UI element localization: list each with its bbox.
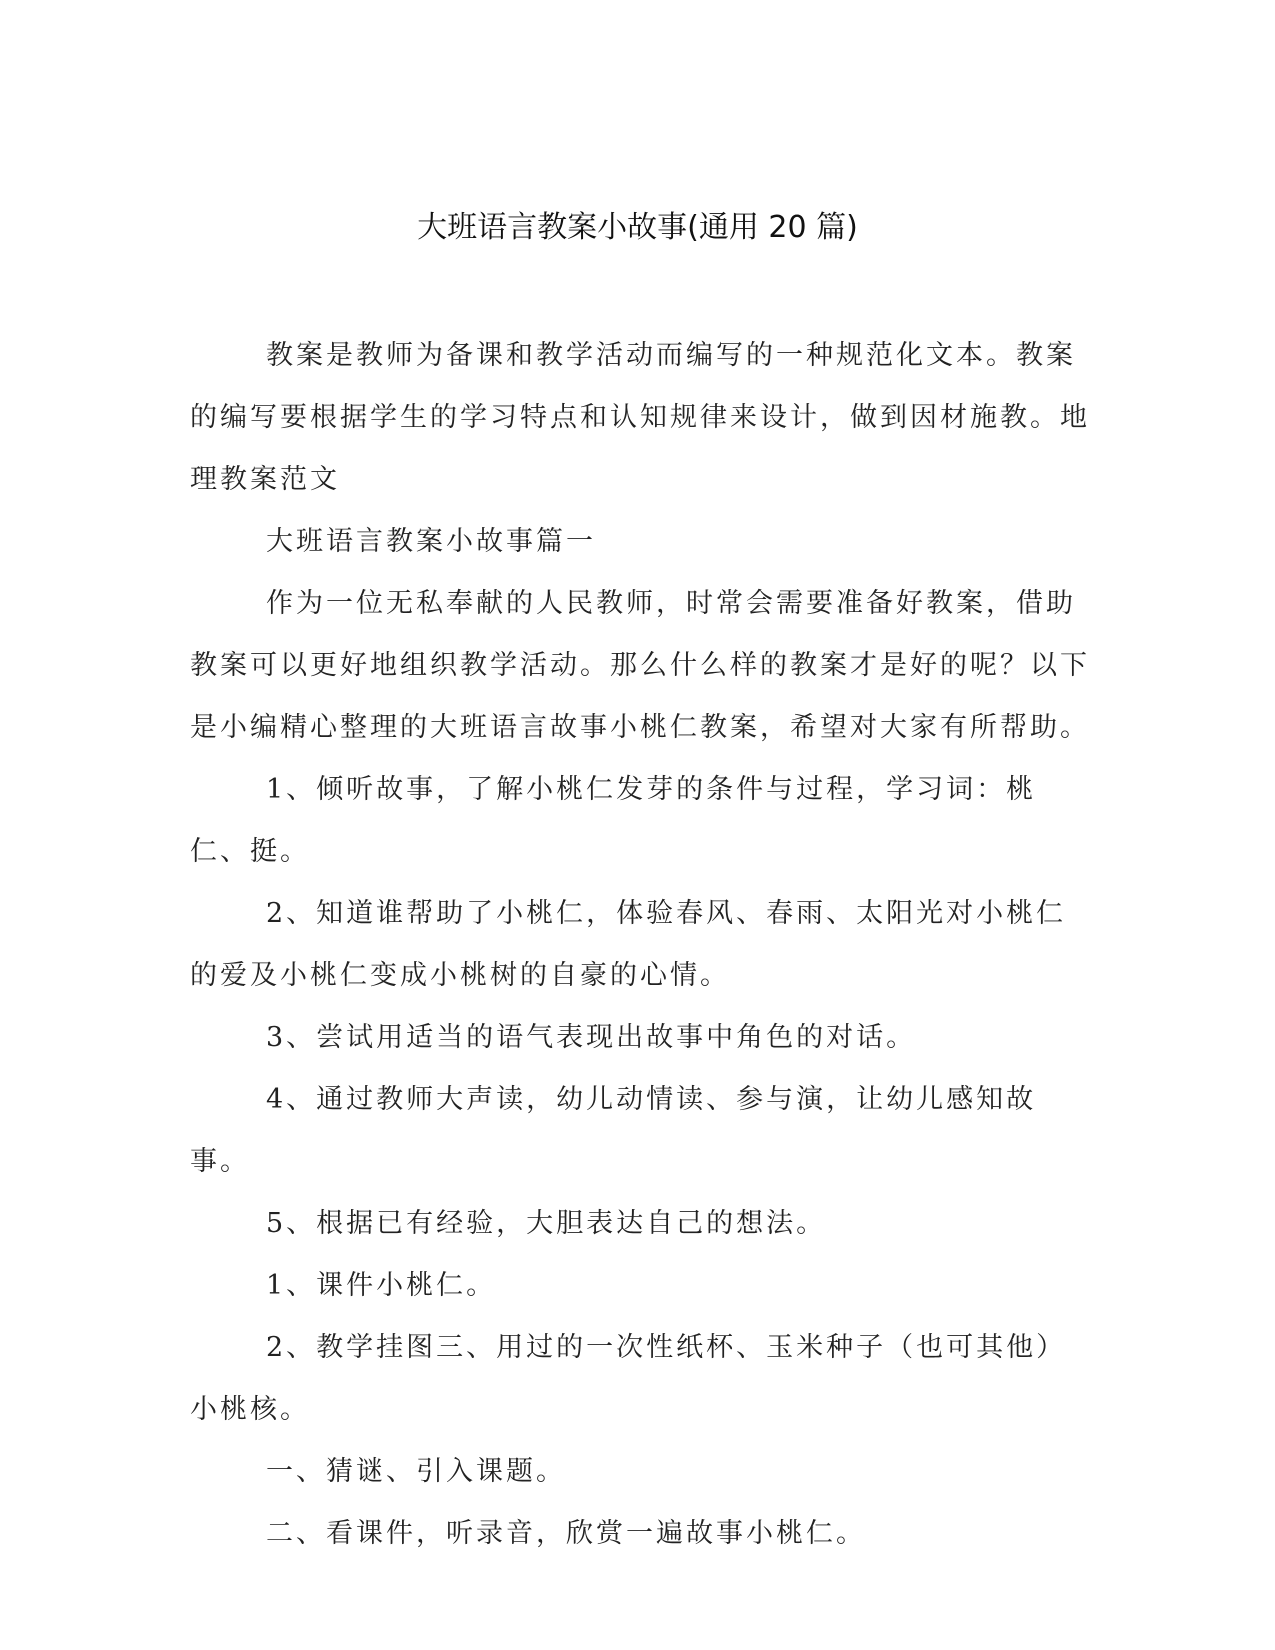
list-item-goal-4: 4、通过教师大声读，幼儿动情读、参与演，让幼儿感知故事。	[190, 1084, 1037, 1177]
list-item-goal-1: 1、倾听故事，了解小桃仁发芽的条件与过程，学习词：桃仁、挺。	[190, 774, 1037, 867]
list-item-step-1: 一、猜谜、引入课题。	[266, 1456, 566, 1487]
paragraph-preface: 作为一位无私奉献的人民教师，时常会需要准备好教案，借助教案可以更好地组织教学活动。那么什么样的教案才是好的呢？以下是小编精心整理的大班语言故事小桃仁教案，希望对大家有所帮助。	[190, 588, 1090, 743]
list-item-material-1: 1、课件小桃仁。	[266, 1270, 497, 1301]
list-item-goal-5: 5、根据已有经验，大胆表达自己的想法。	[266, 1208, 827, 1239]
list-item-goal-2: 2、知道谁帮助了小桃仁，体验春风、春雨、太阳光对小桃仁的爱及小桃仁变成小桃树的自豪的心情。	[190, 898, 1067, 991]
paragraph-intro: 教案是教师为备课和教学活动而编写的一种规范化文本。教案的编写要根据学生的学习特点和认知规律来设计，做到因材施教。地理教案范文	[190, 340, 1090, 495]
list-item-goal-3: 3、尝试用适当的语气表现出故事中角色的对话。	[266, 1022, 917, 1053]
document-title: 大班语言教案小故事(通用 20 篇)	[417, 210, 858, 245]
list-item-material-2: 2、教学挂图三、用过的一次性纸杯、玉米种子（也可其他）小桃核。	[190, 1332, 1067, 1425]
document-body	[190, 325, 1090, 1565]
list-item-step-2: 二、看课件，听录音，欣赏一遍故事小桃仁。	[266, 1518, 866, 1549]
section-heading: 大班语言教案小故事篇一	[266, 526, 596, 557]
